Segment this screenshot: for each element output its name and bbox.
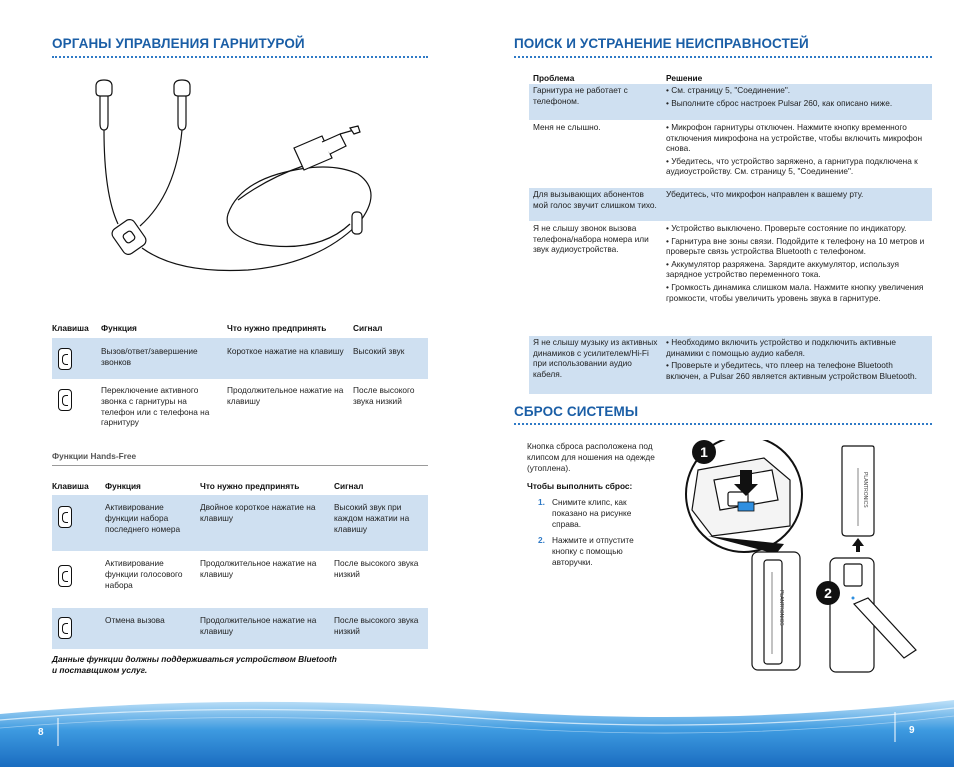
reset-illustration: [668, 440, 932, 678]
row-action: Короткое нажатие на клавишу: [227, 346, 344, 356]
col-header-signal: Сигнал: [334, 481, 364, 491]
reset-how: Чтобы выполнить сброс:: [527, 481, 633, 491]
row-solution: [666, 223, 928, 305]
row-function: Активирование функции голосового набора: [105, 558, 183, 590]
row-function: Отмена вызова: [105, 615, 165, 625]
row-problem: Я не слышу звонок вызова телефона/набора номера или звук аудиоустройства.: [533, 223, 649, 255]
col-header-action: Что нужно предпринять: [200, 481, 300, 491]
solution-item: • Гарнитура вне зоны связи. Подойдите к телефону на 10 метров и проверьте связь устройства Bluetooth с телефоном.: [666, 235, 925, 257]
col-header-signal: Сигнал: [353, 323, 383, 333]
solution-item: Убедитесь, что микрофон направлен к вашему рту.: [666, 189, 864, 199]
row-solution: [666, 85, 928, 110]
row-problem: Я не слышу музыку из активных динамиков с усилителем/Hi-Fi при использовании аудио кабеля.: [533, 337, 658, 379]
call-button-icon: [58, 565, 72, 587]
solution-item: • См. страницу 5, "Соединение".: [666, 85, 791, 95]
table-row: [529, 121, 932, 187]
handsfree-divider: [52, 465, 428, 466]
solution-item: • Устройство выключено. Проверьте состояние по индикатору.: [666, 223, 907, 233]
row-action: Продолжительное нажатие на клавишу: [200, 615, 317, 636]
page-number-right: 9: [909, 725, 915, 736]
col-header-solution: Решение: [666, 73, 703, 83]
solution-item: • Выполните сброс настроек Pulsar 260, как описано ниже.: [666, 97, 893, 108]
col-header-key: Клавиша: [52, 323, 89, 333]
table-row: [529, 222, 932, 335]
solution-item: • Громкость динамика слишком мала. Нажмите кнопку увеличения громкости, чтобы увеличить уровень звука в гарнитуре.: [666, 281, 924, 303]
row-problem: Гарнитура не работает с телефоном.: [533, 85, 628, 106]
note-line-2: и поставщиком услуг.: [52, 665, 148, 675]
step-text: Нажмите и отпустите кнопку с помощью авторучки.: [552, 535, 634, 567]
reset-divider: [514, 423, 932, 425]
row-signal: После высокого звука низкий: [334, 615, 419, 636]
table-row: [529, 188, 932, 221]
solution-item: • Микрофон гарнитуры отключен. Нажмите кнопку временного отключения микрофона на устройстве, чтобы включить микрофон снова.: [666, 122, 923, 154]
row-solution: [666, 122, 928, 179]
handsfree-title: Функции Hands-Free: [52, 451, 137, 461]
brand-mark: PLANTRONICS: [862, 472, 868, 508]
row-action: Продолжительное нажатие на клавишу: [227, 385, 344, 406]
table-row: [529, 336, 932, 394]
solution-item: • Необходимо включить устройство и подключить активные динамики с помощью аудио кабеля.: [666, 337, 896, 358]
row-action: Двойное короткое нажатие на клавишу: [200, 502, 316, 523]
call-button-icon: [58, 617, 72, 639]
solution-item: • Убедитесь, что устройство заряжено, а гарнитура подключена к аудиоустройству. См. страницу 5, "Соединение".: [666, 155, 918, 177]
row-signal: Высокий звук при каждом нажатии на клавишу: [334, 502, 410, 534]
left-page-title: ОРГАНЫ УПРАВЛЕНИЯ ГАРНИТУРОЙ: [52, 36, 305, 51]
solution-item: • Аккумулятор разряжена. Зарядите аккумулятор, используя зарядное устройство переменного тока.: [666, 258, 899, 280]
right-title-divider: [514, 56, 932, 58]
figure-label-2: 2: [824, 585, 832, 601]
row-solution: [666, 189, 928, 202]
headset-illustration: [88, 74, 388, 294]
call-button-icon: [58, 348, 72, 370]
col-header-key: Клавиша: [52, 481, 89, 491]
col-header-function: Функция: [101, 323, 137, 333]
call-button-icon: [58, 389, 72, 411]
row-signal: Высокий звук: [353, 346, 405, 356]
footer-wave: [0, 690, 954, 767]
row-problem: Для вызывающих абонентов мой голос звучит слишком тихо.: [533, 189, 657, 210]
row-problem: Меня не слышно.: [533, 122, 601, 132]
reset-step: [540, 497, 655, 530]
step-number: 2.: [538, 535, 545, 545]
row-function: Активирование функции набора последнего номера: [105, 502, 181, 534]
step-number: 1.: [538, 497, 545, 507]
col-header-action: Что нужно предпринять: [227, 323, 327, 333]
reset-step: [540, 535, 655, 568]
row-solution: [666, 337, 928, 383]
row-action: Продолжительное нажатие на клавишу: [200, 558, 317, 579]
table-row: [529, 84, 932, 120]
note-line-1: Данные функции должны поддерживаться устройством Bluetooth: [52, 654, 337, 664]
reset-title: СБРОС СИСТЕМЫ: [514, 404, 639, 419]
brand-mark: PLANTRONICS: [778, 590, 784, 626]
figure-label-1: 1: [700, 444, 708, 460]
page-number-left: 8: [38, 727, 44, 738]
row-function: Переключение активного звонка с гарнитуры на телефон или с телефона на гарнитуру: [101, 385, 210, 428]
solution-item: • Проверьте и убедитесь, что плеер на телефоне Bluetooth включен, а Pulsar 260 является активным устройством Bluetooth.: [666, 360, 917, 381]
reset-intro: Кнопка сброса расположена под клипсом для ношения на одежде (утоплена).: [527, 441, 655, 473]
call-button-icon: [58, 506, 72, 528]
step-text: Снимите клипс, как показано на рисунке справа.: [552, 497, 632, 529]
row-function: Вызов/ответ/завершение звонков: [101, 346, 198, 367]
col-header-function: Функция: [105, 481, 141, 491]
right-page-title: ПОИСК И УСТРАНЕНИЕ НЕИСПРАВНОСТЕЙ: [514, 36, 809, 51]
col-header-problem: Проблема: [533, 73, 575, 83]
left-title-divider: [52, 56, 428, 58]
row-signal: После высокого звука низкий: [334, 558, 419, 579]
row-signal: После высокого звука низкий: [353, 385, 415, 406]
